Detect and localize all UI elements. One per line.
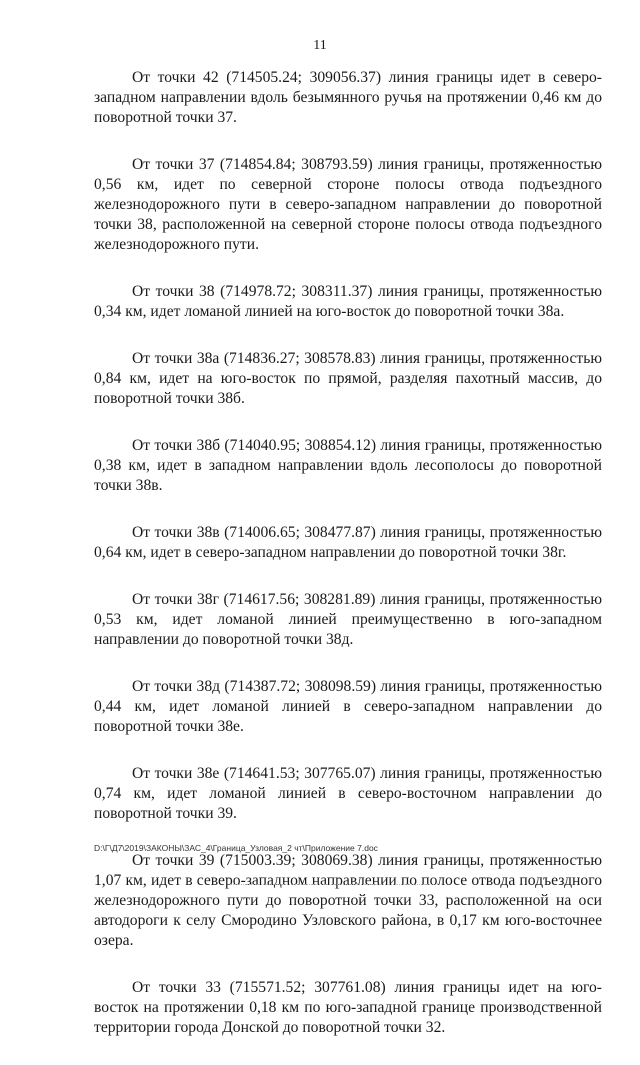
paragraph-point-38g: От точки 38г (714617.56; 308281.89) линия границы, протяженностью 0,53 км, идет ломаной линией преимущественно в юго-западном направлении до поворотной точки 38д. [94,591,602,648]
paragraph-point-33: От точки 33 (715571.52; 307761.08) линия границы идет на юго-восток на протяжении 0,18 км по юго-западной границе производственной территории города Донской до поворотной точки 32. [94,979,602,1036]
document-body [94,68,602,1065]
scan-artifact-divider [230,884,440,887]
paragraph-point-39: От точки 39 (715003.39; 308069.38) линия границы, протяженностью 1,07 км, идет в северо-западном направлении по полосе отвода подъездного железнодорожного пути до поворотной точки 33, расположенной на оси автодороги к селу Смородино Узловского района, в 0,17 км юго-восточнее озера. [94,852,602,949]
paragraph-point-38: От точки 38 (714978.72; 308311.37) линия границы, протяженностью 0,34 км, идет ломаной линией на юго-восток до поворотной точки 38а. [94,283,602,320]
footer-file-path: D:\Г\Д7\2019\ЗАКОНЫ\ЗАС_4\Граница_Узловая_2 чт\Приложение 7.doc [94,843,378,853]
paragraph-point-38b: От точки 38б (714040.95; 308854.12) линия границы, протяженностью 0,38 км, идет в западном направлении вдоль лесополосы до поворотной точки 38в. [94,437,602,494]
paragraph-point-38e: От точки 38е (714641.53; 307765.07) линия границы, протяженностью 0,74 км, идет ломаной линией в северо-восточном направлении до поворотной точки 39. [94,765,602,822]
page-number: 11 [313,38,327,53]
paragraph-point-42: От точки 42 (714505.24; 309056.37) линия границы идет в северо-западном направлении вдоль безымянного ручья на протяжении 0,46 км до поворотной точки 37. [94,69,602,126]
paragraph-point-37: От точки 37 (714854.84; 308793.59) линия границы, протяженностью 0,56 км, идет по северной стороне полосы отвода подъездного железнодорожного пути в северо-западном направлении до поворотной точки 38, расположенной на северной стороне полосы отвода подъездного железнодорожного пути. [94,156,602,253]
paragraph-point-38d: От точки 38д (714387.72; 308098.59) линия границы, протяженностью 0,44 км, идет ломаной линией в северо-западном направлении до поворотной точки 38е. [94,678,602,735]
paragraph-point-38v: От точки 38в (714006.65; 308477.87) линия границы, протяженностью 0,64 км, идет в северо-западном направлении до поворотной точки 38г. [94,524,602,561]
paragraph-point-38a: От точки 38а (714836.27; 308578.83) линия границы, протяженностью 0,84 км, идет на юго-восток по прямой, разделяя пахотный массив, до поворотной точки 38б. [94,350,602,407]
